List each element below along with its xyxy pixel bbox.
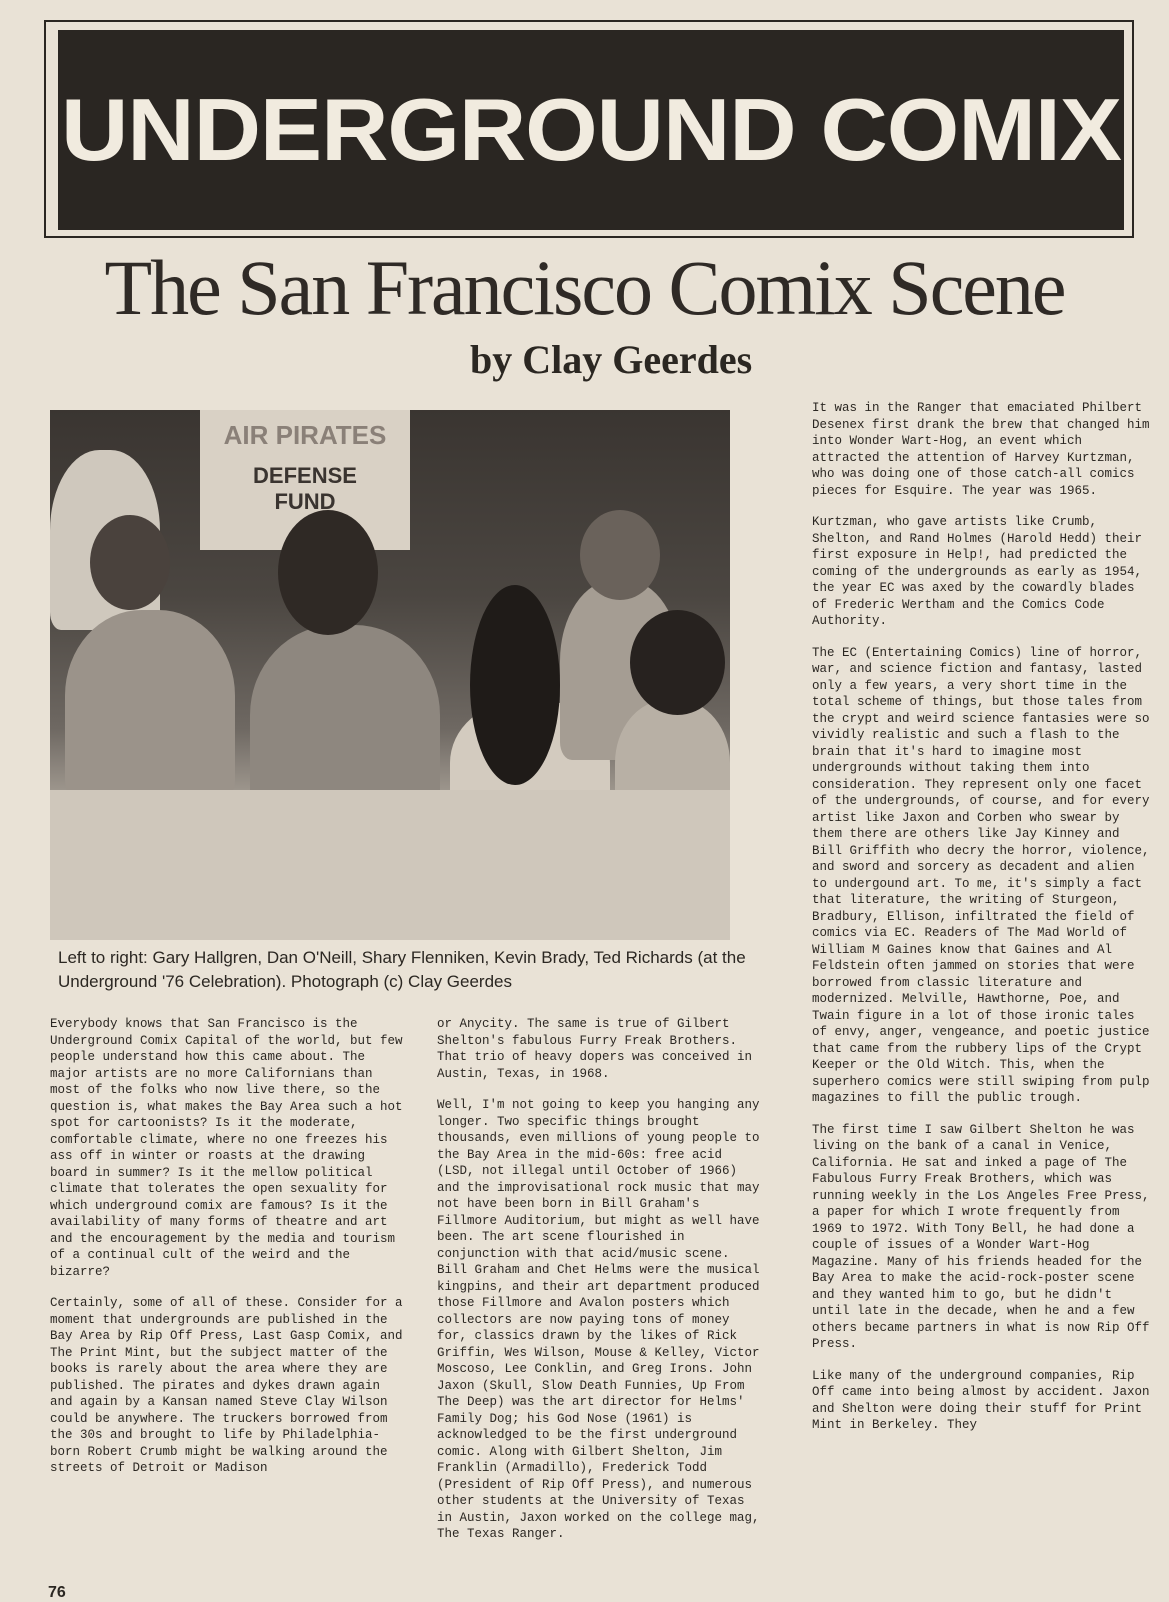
photo-sign-line1: AIR PIRATES (223, 420, 387, 450)
article-column-2 (437, 1016, 767, 1558)
photo-table (50, 790, 730, 940)
photo-figure-head (278, 510, 378, 635)
section-title: UNDERGROUND COMIX (61, 80, 1121, 179)
photo-figure (65, 610, 235, 800)
paragraph: The EC (Entertaining Comics) line of horror, war, and science fiction and fantasy, lasted only a few years, a very short time in the total scheme of things, but those tales from the crypt and weird science fantasies were so vividly realistic and such a flash to the brain that it's hard to imagine most undergrounds without taking them into consideration. They represent only one facet of the undergrounds, of course, and for every artist like Jaxon and Corben who swear by them there are others like Jay Kinney and Bill Griffith who decry the horror, violence, and sword and sorcery as decadent and alien to undergound art. To me, it's simply a fact that literature, the writing of Sturgeon, Bradbury, Ellison, infiltrated the field of comics via EC. Readers of The Mad World of William M Gaines know that Gaines and Al Feldstein often jammed on stories that were borrowed from classic literature and modernized. Melville, Hawthorne, Poe, and Twain figure in a lot of those ironic tales of envy, anger, vengeance, and poetic justice that came from the rubbery lips of the Crypt Keeper or the Old Witch. This, when the superhero comics were still swiping from pulp magazines to fill the public trough. (812, 645, 1150, 1105)
paragraph: It was in the Ranger that emaciated Philbert Desenex first drank the brew that changed him into Wonder Wart-Hog, an event which attracted the attention of Harvey Kurtzman, who was doing one of those catch-all comics pieces for Esquire. The year was 1965. (812, 401, 1150, 498)
paragraph: or Anycity. The same is true of Gilbert Shelton's fabulous Furry Freak Brothers. That trio of heavy dopers was conceived in Austin, Texas, in 1968. (437, 1017, 753, 1081)
photo-figure-head (580, 510, 660, 600)
article-photo (50, 410, 730, 940)
photo-figure-head (90, 515, 170, 610)
article-column-3 (812, 400, 1157, 1449)
article-column-1 (50, 1016, 405, 1492)
article-byline: by Clay Geerdes (470, 337, 753, 382)
paragraph: Certainly, some of all of these. Consider for a moment that undergrounds are published in the Bay Area by Rip Off Press, Last Gasp Comix, and The Print Mint, but the subject matter of the books is rarely about the area where they are published. The pirates and dykes drawn again and again by a Kansan named Steve Clay Wilson could be anywhere. The truckers borrowed from the 30s and brought to life by Philadelphia-born Robert Crumb might be walking around the streets of Detroit or Madison (50, 1296, 403, 1475)
paragraph: Well, I'm not going to keep you hanging any longer. Two specific things brought thousands, even millions of young people to the Bay Area in the mid-60s: free acid (LSD, not illegal until October of 1966) and the improvisational rock music that may not have been born in Bill Graham's Fillmore Auditorium, but might as well have been. The art scene flourished in conjunction with that acid/music scene. Bill Graham and Chet Helms were the musical kingpins, and their art department produced those Fillmore and Avalon posters which collectors are now paying tons of money for, classics drawn by the likes of Rick Griffin, Wes Wilson, Mouse & Kelley, Victor Moscoso, Lee Conklin, and Greg Irons. John Jaxon (Skull, Slow Death Funnies, Up From The Deep) was the art director for Helms' Family Dog; his God Nose (1961) is acknowledged to be the first underground comic. Along with Gilbert Shelton, Jim Franklin (Armadillo), Frederick Todd (President of Rip Off Press), and numerous other students at the University of Texas in Austin, Jaxon worked on the college mag, The Texas Ranger. (437, 1098, 760, 1541)
paragraph: Like many of the underground companies, Rip Off came into being almost by accident. Jaxon and Shelton were doing their stuff for Print Mint in Berkeley. They (812, 1368, 1150, 1432)
photo-sign-line3: FUND (274, 489, 336, 514)
photo-sign-line2: DEFENSE (253, 463, 357, 488)
section-banner (58, 30, 1124, 230)
paragraph: Kurtzman, who gave artists like Crumb, Shelton, and Rand Holmes (Harold Hedd) their first exposure in Help!, had predicted the coming of the undergrounds as early as 1954, the year EC was axed by the cowardly blades of Frederic Wertham and the Comics Code Authority. (812, 515, 1143, 628)
photo-figure-head (470, 585, 560, 785)
paragraph: Everybody knows that San Francisco is the Underground Comix Capital of the world, but few people understand how this came about. The major artists are no more Californians than most of the folks who now live there, so the question is, what makes the Bay Area such a hot spot for cartoonists? Is it the moderate, comfortable climate, where no one freezes his ass off in winter or roasts at the drawing board in summer? Is it the mellow political climate that tolerates the open sexuality for which underground comix are famous? Is it the availability of many forms of theatre and art and the encouragement by the media and tourism of a continual cult of the weird and the bizarre? (50, 1017, 403, 1279)
photo-figure-head (630, 610, 725, 715)
article-headline: The San Francisco Comix Scene (104, 244, 1065, 331)
photo-caption: Left to right: Gary Hallgren, Dan O'Neill, Shary Flenniken, Kevin Brady, Ted Richards (at the Underground '76 Celebration). Photograph (c) Clay Geerdes (58, 948, 746, 991)
paragraph: The first time I saw Gilbert Shelton he was living on the bank of a canal in Venice, California. He sat and inked a page of The Fabulous Furry Freak Brothers, which was running weekly in the Los Angeles Free Press, a paper for which I wrote frequently from 1969 to 1972. With Tony Bell, he had done a couple of issues of a Wonder Wart-Hog Magazine. Many of his friends headed for the Bay Area to make the acid-rock-poster scene and they wanted him to go, but he didn't until late in the decade, when he and a few others became partners in what is now Rip Off Press. (812, 1122, 1150, 1351)
page-number: 76 (48, 1584, 66, 1601)
